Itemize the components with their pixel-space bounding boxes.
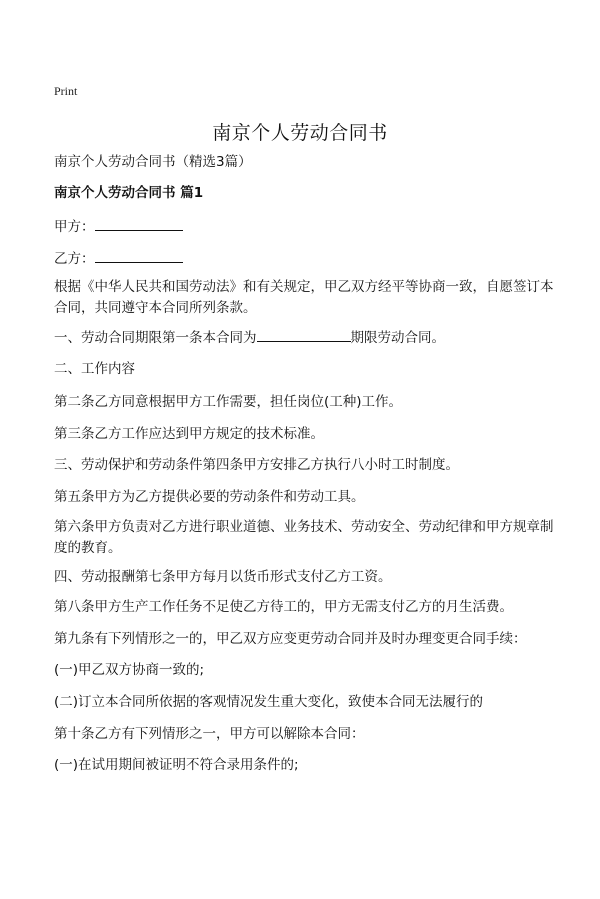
document-title: 南京个人劳动合同书 (212, 122, 388, 144)
document-subtitle: 南京个人劳动合同书（精选3篇） (54, 154, 252, 170)
article-5: 第五条甲方为乙方提供必要的劳动条件和劳动工具。 (54, 489, 365, 505)
section-heading: 南京个人劳动合同书 篇1 (54, 185, 204, 201)
article-10-item-1: (一)在试用期间被证明不符合录用条件的; (54, 757, 299, 773)
article-9: 第九条有下列情形之一的，甲乙双方应变更劳动合同并及时办理变更合同手续： (54, 631, 527, 647)
clause-1-suffix: 期限劳动合同。 (350, 330, 445, 346)
article-9-item-2: (二)订立本合同所依据的客观情况发生重大变化，致使本合同无法履行的 (54, 694, 484, 710)
intro-paragraph: 根据《中华人民共和国劳动法》和有关规定，甲乙双方经平等协商一致，自愿签订本合同，共同遵守本合同所列条款。 (54, 279, 554, 316)
party-b-blank (95, 248, 183, 263)
article-6: 第六条甲方负责对乙方进行职业道德、业务技术、劳动安全、劳动纪律和甲方规章制度的教育。 (54, 519, 554, 556)
article-8: 第八条甲方生产工作任务不足使乙方待工的，甲方无需支付乙方的月生活费。 (54, 599, 513, 615)
clause-3: 三、劳动保护和劳动条件第四条甲方安排乙方执行八小时工时制度。 (54, 457, 459, 473)
article-2: 第二条乙方同意根据甲方工作需要，担任岗位(工种)工作。 (54, 394, 403, 410)
article-3: 第三条乙方工作应达到甲方规定的技术标准。 (54, 426, 324, 442)
party-a-line (54, 216, 554, 238)
party-a-label: 甲方： (54, 219, 95, 235)
article-9-item-1: (一)甲乙双方协商一致的; (54, 662, 205, 678)
party-b-line (54, 248, 554, 270)
print-label: Print (54, 84, 78, 98)
party-a-blank (95, 216, 183, 231)
party-b-label: 乙方： (54, 251, 95, 267)
clause-1-prefix: 一、劳动合同期限第一条本合同为 (54, 330, 257, 346)
clause-1-blank (257, 327, 351, 342)
clause-1-line (54, 327, 554, 349)
clause-2-heading: 二、工作内容 (54, 361, 135, 377)
clause-4: 四、劳动报酬第七条甲方每月以货币形式支付乙方工资。 (54, 569, 392, 585)
article-10: 第十条乙方有下列情形之一，甲方可以解除本合同： (54, 726, 365, 742)
